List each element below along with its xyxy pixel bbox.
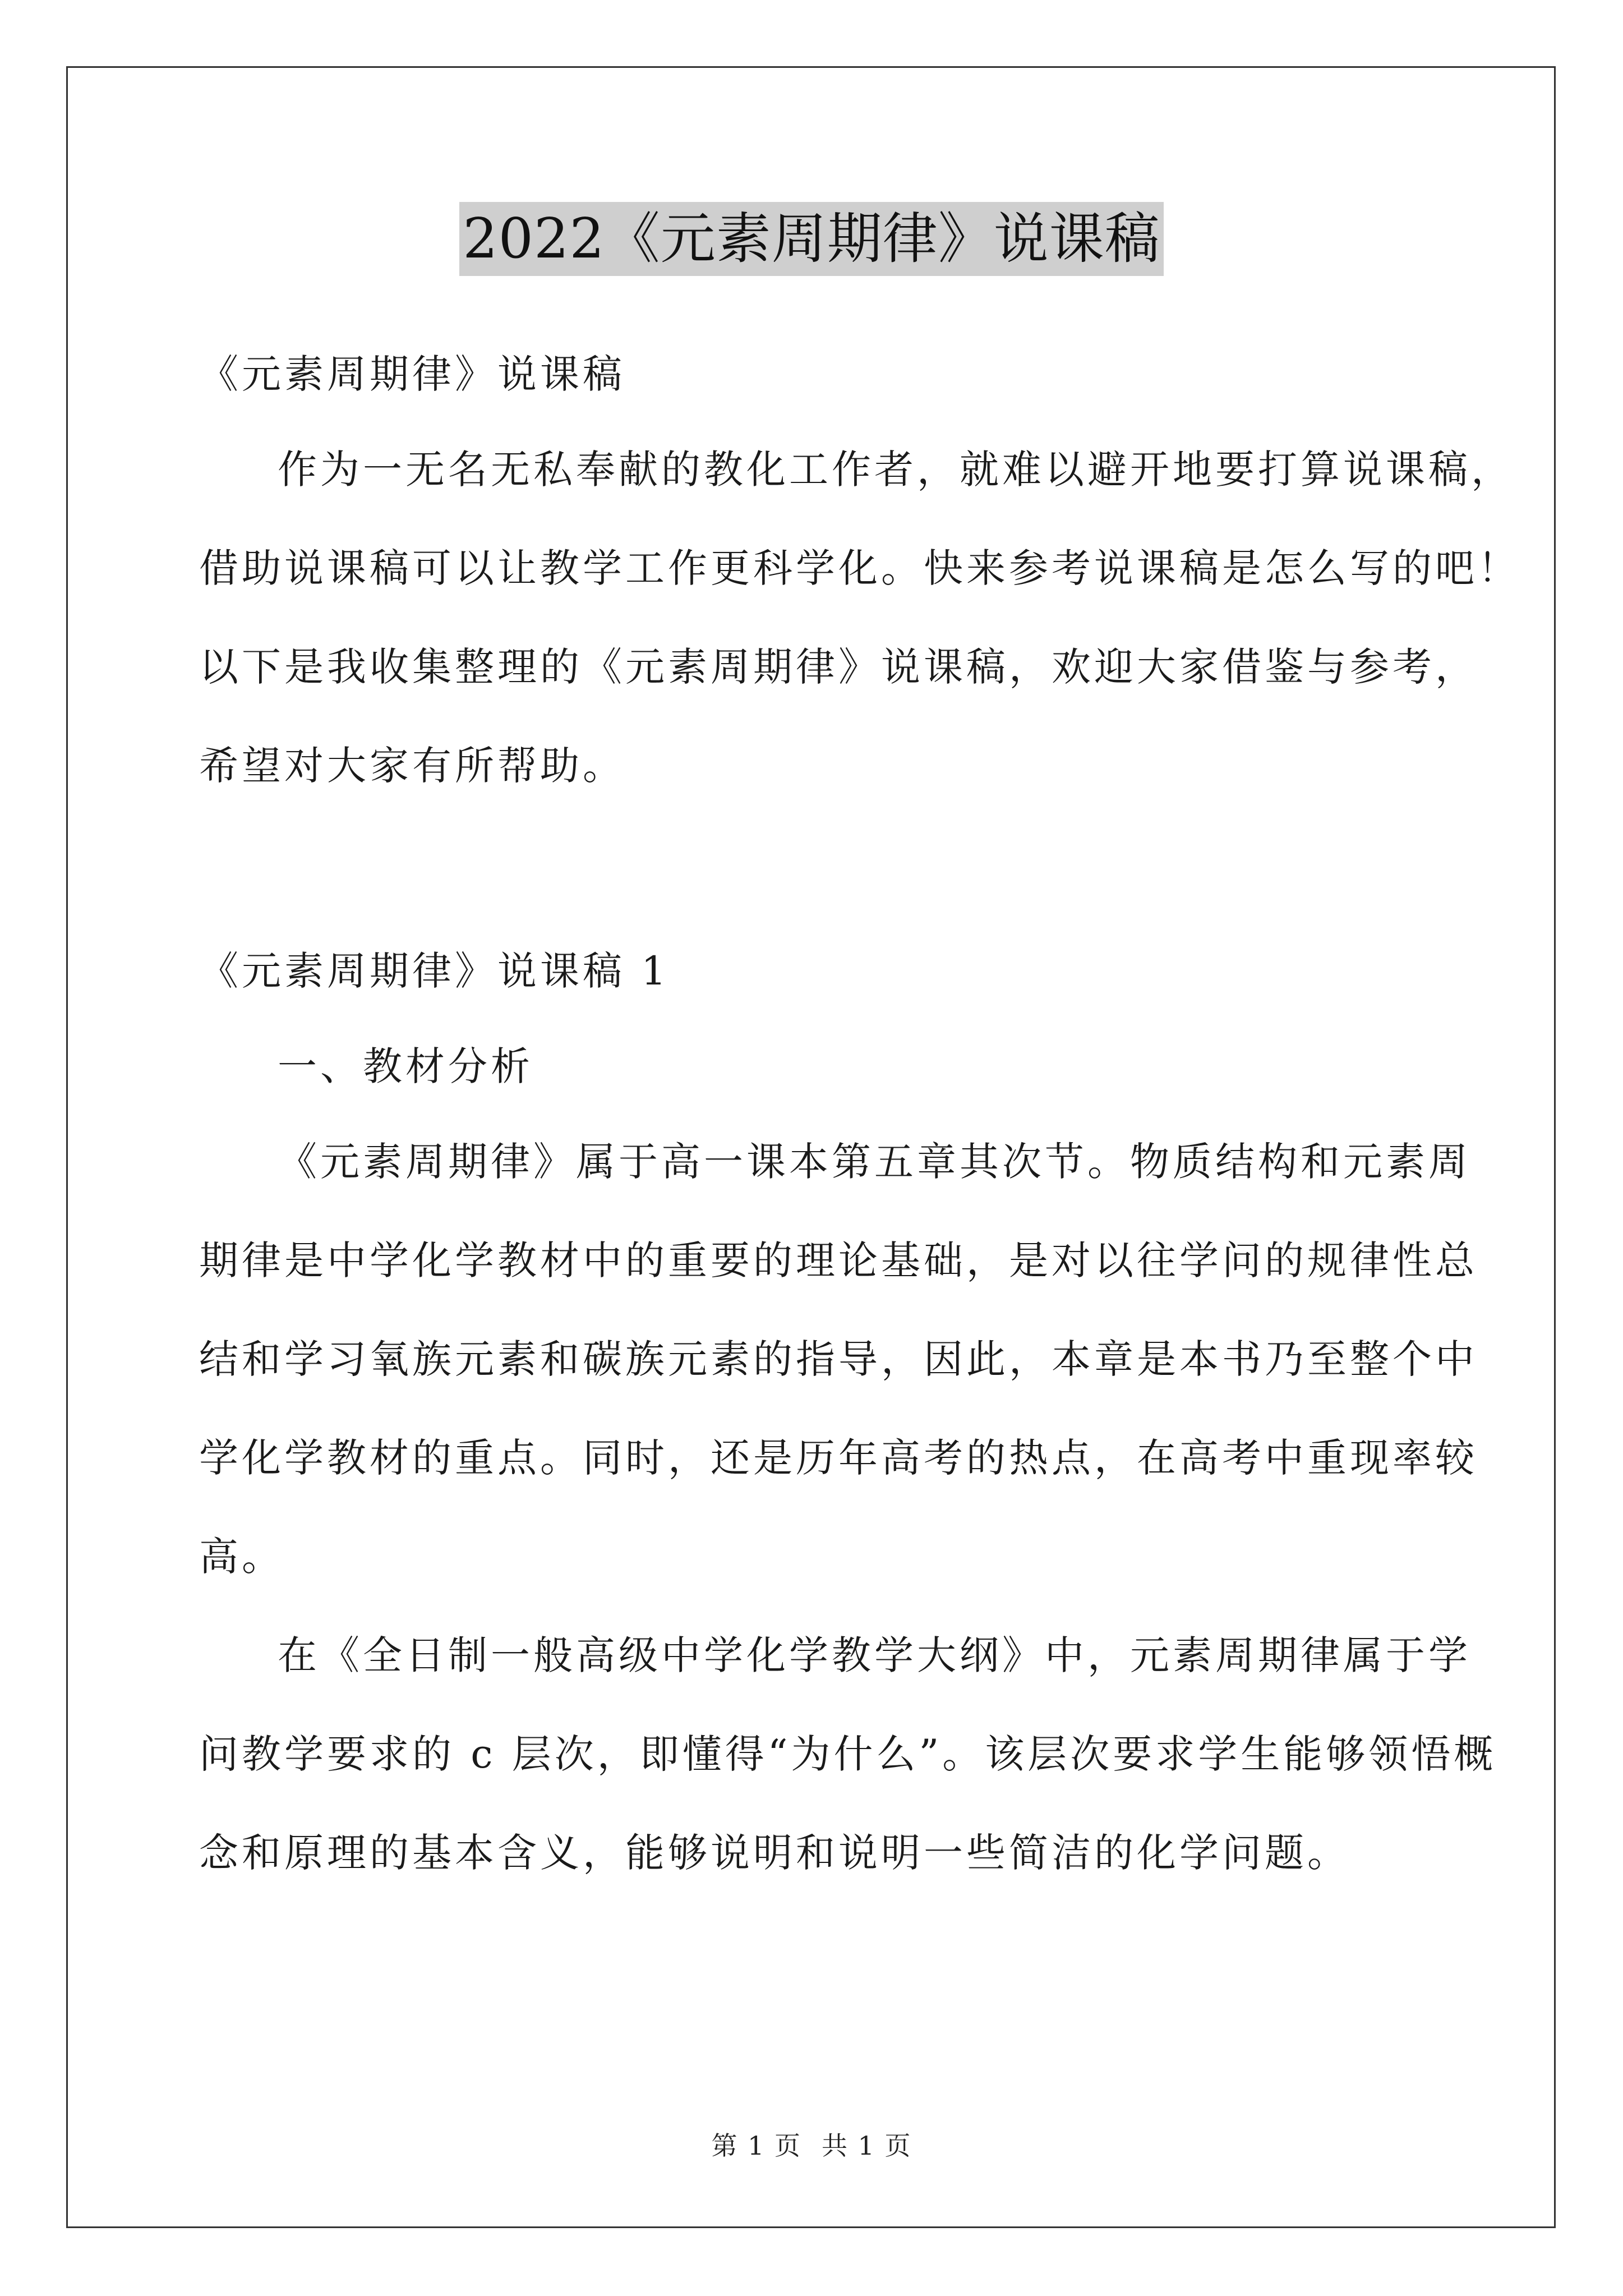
paragraph-line: 期律是中学化学教材中的重要的理论基础，是对以往学问的规律性总 [199,1237,1478,1283]
paragraph-line: 问教学要求的 c 层次，即懂得“为什么”。该层次要求学生能够领悟概 [199,1731,1497,1777]
paragraph-line: 《元素周期律》属于高一课本第五章其次节。物质结构和元素周 [278,1139,1471,1185]
paragraph-line: 高。 [199,1534,284,1580]
document-body [199,348,1520,1925]
intro-heading: 《元素周期律》说课稿 [199,351,625,397]
paragraph-1 [199,1135,1478,1583]
section-gap [199,838,1444,945]
section-heading: 《元素周期律》说课稿 1 [199,948,670,994]
paragraph-2 [199,1629,1497,1879]
intro-line: 作为一无名无私奉献的教化工作者，就难以避开地要打算说课稿， [278,447,1514,493]
title-container [0,202,1623,276]
page-total: 共 1 页 [822,2131,912,2161]
paragraph-line: 结和学习氧族元素和碳族元素的指导，因此，本章是本书乃至整个中 [199,1336,1478,1382]
intro-paragraph [199,443,1520,792]
paragraph-line: 学化学教材的重点。同时，还是历年高考的热点，在高考中重现率较 [199,1435,1478,1481]
intro-line: 借助说课稿可以让教学工作更科学化。快来参考说课稿是怎么写的吧！ [199,545,1520,591]
paragraph-line: 在《全日制一般高级中学化学教学大纲》中，元素周期律属于学 [278,1632,1471,1678]
intro-line: 希望对大家有所帮助。 [199,743,625,789]
intro-line: 以下是我收集整理的《元素周期律》说课稿，欢迎大家借鉴与参考， [199,644,1478,690]
page-number: 第 1 页 [711,2131,801,2161]
page-footer [0,2129,1623,2162]
subsection-heading: 一、教材分析 [278,1043,533,1089]
paragraph-line: 念和原理的基本含义，能够说明和说明一些简洁的化学问题。 [199,1830,1350,1876]
document-title: 2022《元素周期律》说课稿 [459,202,1163,276]
